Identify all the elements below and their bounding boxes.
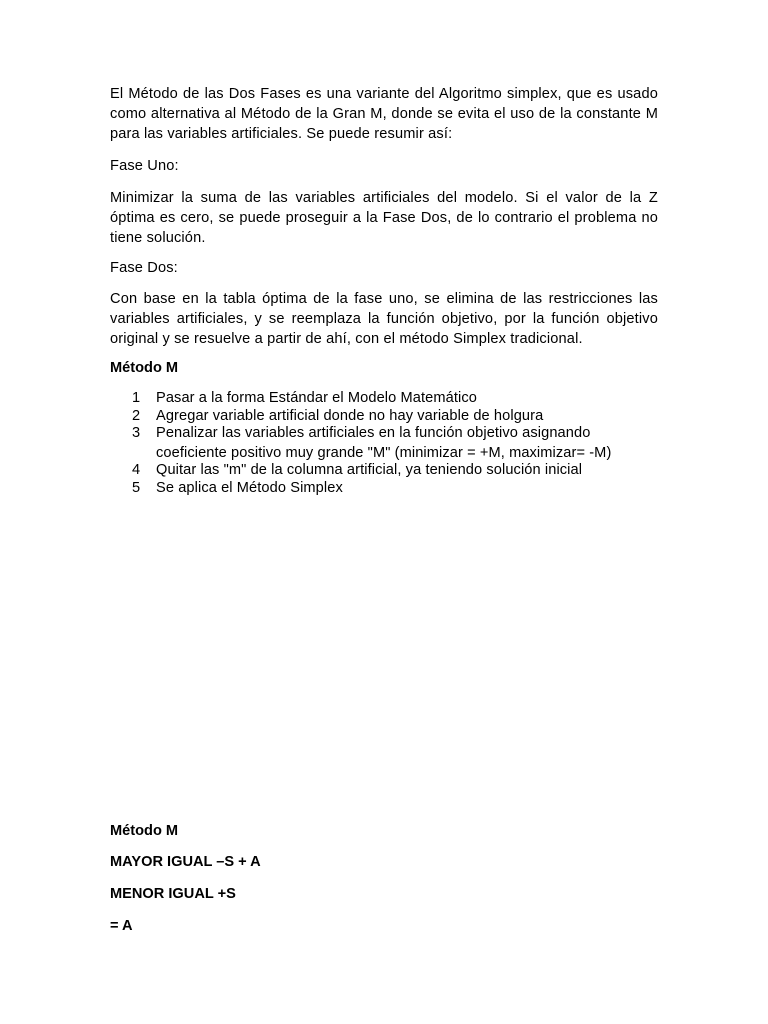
step-text: Agregar variable artificial donde no hay variable de holgura — [156, 407, 544, 424]
metodo-m-steps-list — [110, 390, 658, 498]
step-number: 2 — [132, 407, 141, 424]
step-text: Pasar a la forma Estándar el Modelo Matemático — [156, 390, 477, 406]
fase-uno-label: Fase Uno: — [110, 158, 179, 174]
step-text-continuation: coeficiente positivo muy grande "M" (minimizar = +M, maximizar= -M) — [156, 444, 612, 461]
step-number: 5 — [132, 479, 141, 496]
step-text: Quitar las "m" de la columna artificial, ya teniendo solución inicial — [156, 462, 583, 479]
fase-dos-label: Fase Dos: — [110, 260, 178, 276]
list-item — [110, 408, 658, 426]
step-number: 3 — [132, 425, 141, 442]
step-number: 1 — [132, 390, 141, 406]
list-item — [110, 462, 658, 480]
mayor-igual-line: MAYOR IGUAL –S + A — [110, 854, 261, 870]
step-text: Penalizar las variables artificiales en la función objetivo asignando — [156, 425, 591, 442]
igual-line: = A — [110, 918, 133, 934]
fase-uno-paragraph: Minimizar la suma de las variables artificiales del modelo. Si el valor de la Z óptima es cero, se puede proseguir a la Fase Dos, de lo contrario el problema no tiene solución. — [110, 190, 658, 246]
list-item — [110, 480, 658, 498]
step-text: Se aplica el Método Simplex — [156, 479, 343, 496]
list-item — [110, 425, 658, 462]
summary-heading: Método M — [110, 823, 179, 839]
list-item — [110, 390, 658, 408]
step-number: 4 — [132, 462, 141, 479]
intro-paragraph: El Método de las Dos Fases es una variante del Algoritmo simplex, que es usado como alternativa al Método de la Gran M, donde se evita el uso de la constante M para las variables artificiales. Se puede resumir así: — [110, 86, 658, 142]
fase-dos-paragraph: Con base en la tabla óptima de la fase uno, se elimina de las restricciones las variables artificiales, y se reemplaza la función objetivo, por la función objetivo original y se resuelve a partir de ahí, con el método Simplex tradicional. — [110, 291, 658, 347]
metodo-m-heading: Método M — [110, 360, 179, 376]
menor-igual-line: MENOR IGUAL +S — [110, 886, 236, 902]
